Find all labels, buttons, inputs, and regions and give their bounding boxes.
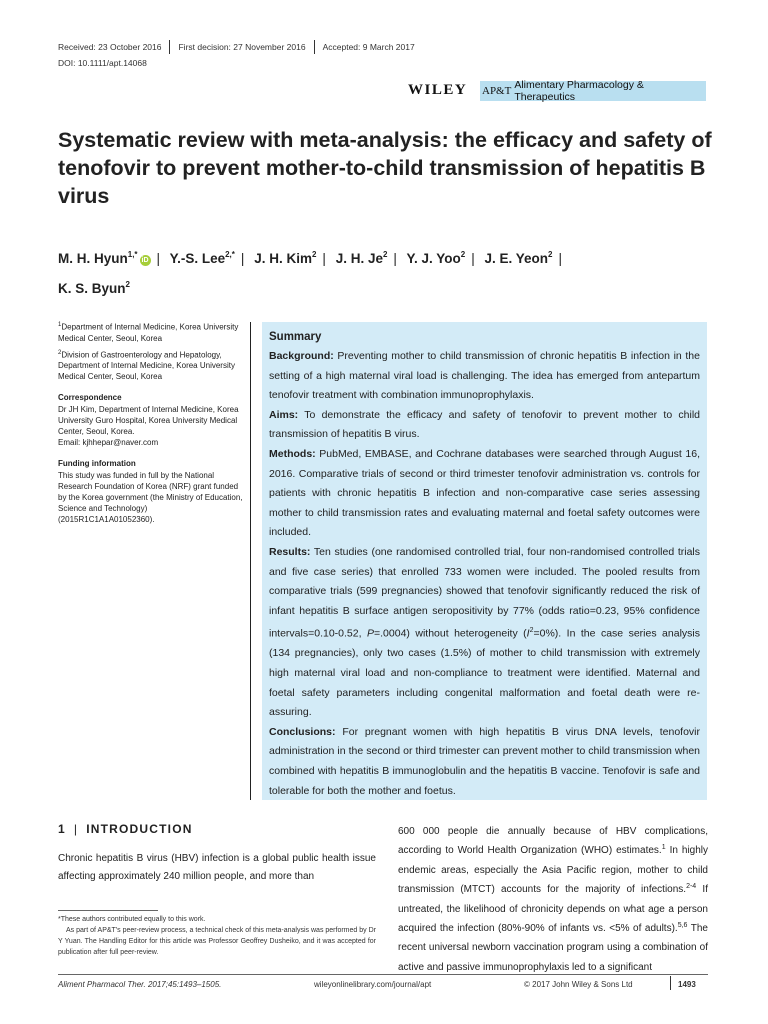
journal-banner (480, 81, 706, 101)
first-decision-date: First decision: 27 November 2016 (178, 42, 306, 52)
summary-methods: Methods: PubMed, EMBASE, and Cochrane databases were searched through August 16, 2016. Comparative trials of second or third trimester tenofovir administration vs. controls for patients with chronic hepatitis B infection and non-comparative case series assessing mother to child transmission rates and evaluating maternal and foetal safety outcomes were included. (269, 447, 701, 539)
author-list: M. H. Hyun$^{1,*}$iD | Y.-S. Lee$^{2,*}$ | J. H. Kim$^2$ | J. H. Je$^2$ | Y. J. Yoo$^2$ | J. E. Yeon$^2$ | K. S. Byun$^2$ (58, 250, 562, 296)
summary-conclusions: Conclusions: For pregnant women with high hepatitis B virus DNA levels, tenofovir administration in the second or third trimester can prevent mother to child transmission when combined with hepatitis B immunoglobulin and the hepatitis B vaccine. Tenofovir is safe and tolerable for both the mother and foetus. (269, 725, 700, 797)
correspondence-text: Dr JH Kim, Department of Internal Medicine, Korea University Guro Hospital, Korea University Medical Center, Seoul, Korea. (58, 405, 239, 437)
summary-results: Results: Ten studies (one randomised controlled trial, four non-randomised controlled trials and five case series) that enrolled 733 women were included. The pooled results from comparative trials (599 pregnancies) showed that tenofovir significantly reduced the risk of infant hepatitis B surface antigen seropositivity by 77% (odds ratio=0.23, 95% confidence intervals=0.10-0.52, P=.0004) without heterogeneity $(I^2=0\%)$. In the case series analysis (134 pregnancies), only two cases (1.5%) of mother to child transmission with extremely high maternal viral load and non-compliance to treatment were identified. Maternal and foetal safety parameters including congenital malformation and foetal death were re-assuring. (269, 545, 700, 719)
doi[interactable]: DOI: 10.1111/apt.14068 (58, 58, 147, 68)
article-title: Systematic review with meta-analysis: the efficacy and safety of tenofovir to prevent mother-to-child transmission of hepatitis B virus (58, 128, 712, 208)
column-divider (250, 322, 251, 800)
footnotes (58, 914, 376, 958)
divider (670, 976, 671, 990)
divider (314, 40, 315, 54)
copyright: © 2017 John Wiley & Sons Ltd (524, 980, 633, 989)
affiliation-2: $^2$Division of Gastroenterology and Hepatology, Department of Internal Medicine, Korea University Medical Center, Seoul, Korea (58, 349, 235, 382)
affiliations-column (58, 320, 243, 529)
summary-box (262, 322, 707, 800)
author-name[interactable]: Y.-S. Lee (169, 251, 226, 266)
citation-ref[interactable]: 2-4 (686, 883, 697, 891)
accepted-date: Accepted: 9 March 2017 (322, 42, 415, 52)
orcid-icon[interactable]: iD (141, 257, 149, 264)
citation-ref[interactable]: 1 (661, 844, 666, 852)
author-name[interactable]: J. H. Je (335, 251, 383, 266)
author-name[interactable]: J. H. Kim (254, 251, 312, 266)
author-affiliation-sup: 2,* (225, 250, 235, 259)
author-affiliation-sup: 1,* (127, 250, 138, 259)
footnote-rule (58, 910, 158, 911)
intro-paragraph-right: 600 000 people die annually because of HBV complications, according to World Health Organization (WHO) estimates.$^1$ In highly endemic areas, especially the Asia Pacific region, mother to child transmission (MTCT) accounts for the majority of infections.$^{2-4}$ If untreated, the likelihood of chronicity depends on what age a person acquired the infection (80%-90% of infants vs. <5% of adults).$^{5,6}$ The recent universal newborn vaccination program using a combination of active and passive immunoprophylaxis led to a significant (398, 826, 709, 973)
footnote-equal-contribution: *These authors contributed equally to this work. (58, 916, 206, 923)
journal-citation: Aliment Pharmacol Ther. 2017;45:1493–1505. (58, 980, 222, 989)
author-affiliation-sup: 2 (382, 250, 388, 259)
summary-heading: Summary (269, 331, 322, 343)
funding-heading: Funding information (58, 459, 136, 469)
summary-background: Background: Preventing mother to child transmission of chronic hepatitis B infection in the setting of a high maternal viral load is challenging. The idea has emerged from antepartum tenofovir treatment with combination immunoprophylaxis. (269, 350, 700, 402)
author-name[interactable]: J. E. Yeon (484, 251, 549, 266)
journal-abbreviation: AP&T (482, 85, 512, 97)
citation-ref[interactable]: 5,6 (677, 922, 688, 930)
author-name[interactable]: Y. J. Yoo (406, 251, 461, 266)
journal-url[interactable]: wileyonlinelibrary.com/journal/apt (314, 980, 432, 989)
publication-dates (58, 40, 415, 54)
section-heading-introduction: 1 | INTRODUCTION (58, 822, 193, 836)
journal-name: Alimentary Pharmacology & Therapeutics (514, 79, 644, 103)
wiley-logo: WILEY (408, 82, 468, 98)
author-name[interactable]: K. S. Byun (58, 281, 126, 296)
funding-text: This study was funded in full by the National Research Foundation of Korea (NRF) grant funded by the Korea government (the Ministry of Education, Science and Technology) (2015R1C1A1A01052360). (58, 471, 243, 525)
footnote-peer-review: As part of AP&T's peer-review process, a technical check of this meta-analysis was performed by Dr Y Yuan. The Handling Editor for this article was Professor Geoffrey Dusheiko, and it was accepted for publication after full peer-review. (58, 927, 376, 956)
footer-rule (58, 974, 708, 975)
affiliation-1: $^1$Department of Internal Medicine, Korea University Medical Center, Seoul, Korea (58, 322, 239, 343)
page-number: 1493 (678, 980, 696, 989)
author-affiliation-sup: 2 (125, 280, 130, 289)
author-affiliation-sup: 2 (311, 250, 317, 259)
received-date: Received: 23 October 2016 (58, 42, 162, 52)
correspondence-heading: Correspondence (58, 393, 122, 403)
divider (169, 40, 170, 54)
intro-paragraph-left: Chronic hepatitis B virus (HBV) infection is a global public health issue affecting approximately 240 million people, and more than (58, 853, 376, 882)
author-affiliation-sup: 2 (460, 250, 466, 259)
summary-aims: Aims: To demonstrate the efficacy and safety of tenofovir to prevent mother to child transmission of hepatitis B virus. (269, 408, 700, 441)
author-affiliation-sup: 2 (548, 250, 553, 259)
correspondence-email[interactable]: Email: kjhhepar@naver.com (58, 438, 159, 448)
author-name[interactable]: M. H. Hyun (58, 251, 128, 266)
